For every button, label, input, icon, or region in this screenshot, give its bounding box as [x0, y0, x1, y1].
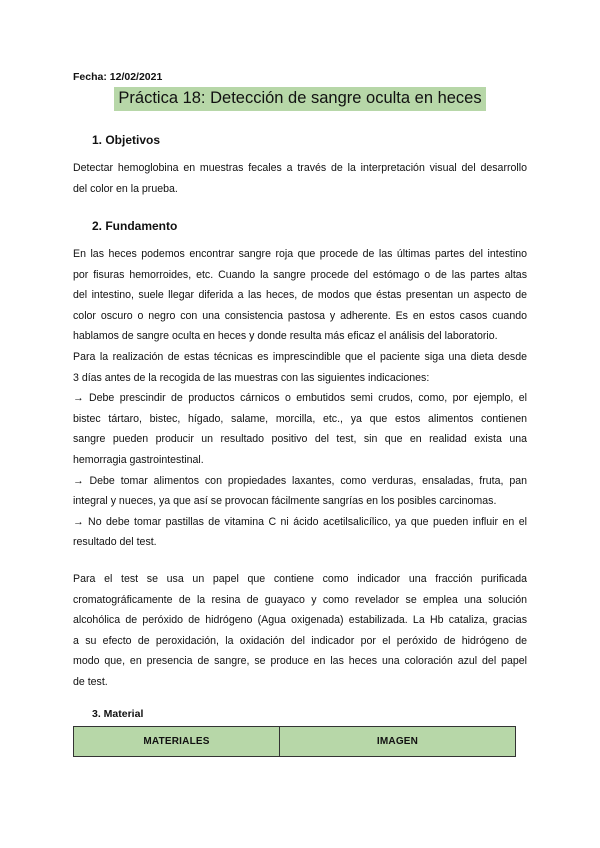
paragraph-test: [73, 569, 527, 693]
table-header-imagen: IMAGEN: [376, 736, 419, 747]
date-label: Fecha: 12/02/2021: [73, 71, 163, 83]
text-line: hemorragia gastrointestinal.: [73, 453, 204, 466]
text-line: del color en la prueba.: [73, 182, 178, 195]
heading-fundamento: 2. Fundamento: [92, 219, 178, 233]
heading-material: 3. Material: [92, 708, 144, 720]
text-line: En las heces podemos encontrar sangre roja que procede de las últimas partes del intestino: [73, 248, 527, 260]
table-header-materiales: MATERIALES: [74, 727, 280, 756]
text-line: del intestino, suele llegar diferida a las heces, de modos que éstas presentan un aspecto de: [73, 289, 527, 302]
text-line: → Debe tomar alimentos con propiedades laxantes, como verduras, ensaladas, fruta, pan: [73, 474, 527, 487]
page-title: Práctica 18: Detección de sangre oculta en heces: [114, 87, 485, 111]
text-line: → No debe tomar pastillas de vitamina C ni ácido acetilsalicílico, ya que pueden influir en el: [73, 515, 527, 528]
paragraph-fundamento: [73, 244, 527, 553]
text-line: de test.: [73, 675, 108, 688]
text-line: → Debe prescindir de productos cárnicos o embutidos semi crudos, como, por ejemplo, el: [73, 392, 527, 405]
title-wrapper: [0, 87, 600, 111]
text-line: integral y nueces, ya que así se provocan fácilmente sangrías en los posibles carcinomas.: [73, 495, 497, 508]
text-line: Para el test se usa un papel que contiene como indicador una fracción purificada: [73, 573, 527, 585]
text-line: hablamos de sangre oculta en heces y donde resulta más eficaz el análisis del laboratorio.: [73, 330, 498, 343]
text-line: bistec tártaro, bistec, hígado, salame, morcilla, etc., ya que estos alimentos contienen: [73, 412, 527, 425]
text-line: por fisuras hemorroides, etc. Cuando la sangre procede del estómago o de las partes altas: [73, 268, 527, 281]
text-line: a su efecto de peroxidación, la oxidación del indicador por el peróxido de hidrógeno de: [73, 634, 527, 647]
text-line: color oscuro o negro con una consistencia pastosa y adherente. Es en estos casos cuando: [73, 309, 527, 322]
text-line: sangre pueden producir un resultado positivo del test, sin que en realidad exista una: [73, 433, 527, 446]
text-line: Detectar hemoglobina en muestras fecales a través de la interpretación visual del desarrollo: [73, 162, 527, 174]
text-line: 3 días antes de la recogida de las muestras con las siguientes indicaciones:: [73, 371, 430, 384]
text-line: resultado del test.: [73, 536, 157, 549]
materials-table: [73, 726, 516, 757]
text-line: modo que, en presencia de sangre, se produce en las heces una coloración azul del papel: [73, 655, 527, 668]
heading-objetivos: 1. Objetivos: [92, 133, 161, 147]
paragraph-objetivos: [73, 158, 527, 199]
text-line: cromatográficamente de la resina de guayaco y como revelador se emplea una solución: [73, 593, 527, 606]
text-line: Para la realización de estas técnicas es imprescindible que el paciente siga una dieta desde: [73, 350, 527, 363]
text-line: alcohólica de peróxido de hidrógeno (Agua oxigenada) estabilizada. La Hb cataliza, gracias: [73, 614, 527, 627]
